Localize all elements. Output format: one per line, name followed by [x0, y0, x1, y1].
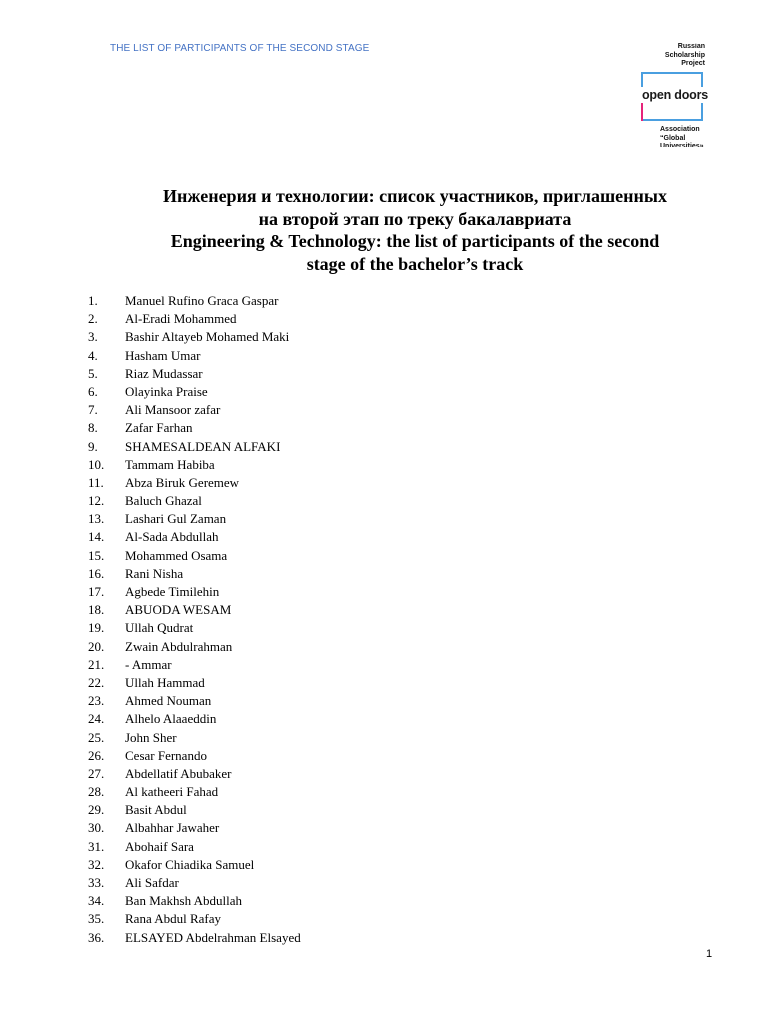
- list-item-number: 34.: [88, 893, 105, 909]
- participant-name: ABUODA WESAM: [125, 602, 232, 618]
- list-item-number: 22.: [88, 674, 105, 690]
- list-item: [88, 729, 301, 747]
- list-item-number: 25.: [88, 729, 105, 745]
- logo-top-line: Project: [681, 60, 705, 67]
- participant-name: Mohammed Osama: [125, 547, 228, 563]
- participant-name: Cesar Fernando: [125, 747, 207, 763]
- list-item: [88, 474, 301, 492]
- page-number: 1: [706, 948, 713, 960]
- list-item: [88, 656, 301, 674]
- list-item-number: 18.: [88, 602, 105, 618]
- participant-name: Alhelo Alaaeddin: [125, 711, 217, 727]
- list-item-number: 14.: [88, 529, 105, 545]
- participant-name: Riaz Mudassar: [125, 365, 203, 381]
- participant-name: Bashir Altayeb Mohamed Maki: [125, 329, 290, 345]
- participant-name: Abza Biruk Geremew: [125, 474, 240, 490]
- list-item-number: 28.: [88, 784, 105, 800]
- participant-list: [88, 292, 301, 947]
- list-item-number: 11.: [88, 474, 104, 490]
- list-item: [88, 292, 301, 310]
- list-item: [88, 674, 301, 692]
- participant-name: Ban Makhsh Abdullah: [125, 893, 242, 909]
- list-item: [88, 783, 301, 801]
- logo-top-line: Russian: [677, 43, 705, 50]
- participant-name: ELSAYED Abdelrahman Elsayed: [125, 929, 301, 945]
- list-item-number: 13.: [88, 511, 105, 527]
- title-en-line-1: Engineering & Technology: the list of participants of the second: [170, 231, 660, 251]
- list-item: [88, 510, 301, 528]
- logo-bottom-line: “Global: [660, 134, 686, 142]
- participant-name: Hasham Umar: [125, 347, 201, 363]
- list-item: [88, 801, 301, 819]
- list-item-number: 27.: [88, 765, 105, 781]
- list-item: [88, 874, 301, 892]
- list-item-number: 10.: [88, 456, 105, 472]
- list-item: [88, 619, 301, 637]
- list-item: [88, 583, 301, 601]
- participant-name: Olayinka Praise: [125, 383, 208, 399]
- list-item-number: 29.: [88, 802, 105, 818]
- participant-name: Ullah Hammad: [125, 674, 205, 690]
- list-item-number: 19.: [88, 620, 105, 636]
- logo-accent-bar: [641, 103, 643, 121]
- list-item-number: 33.: [88, 875, 105, 890]
- participant-name: Abohaif Sara: [125, 838, 194, 854]
- participant-name: Rani Nisha: [125, 565, 184, 581]
- title-ru-line-1: Инженерия и технологии: список участников, приглашенных: [163, 186, 667, 206]
- list-item-number: 2.: [88, 311, 98, 327]
- logo-frame-top: [641, 72, 703, 87]
- list-item-number: 30.: [88, 820, 105, 836]
- participant-name: John Sher: [125, 729, 177, 745]
- list-item: [88, 929, 301, 947]
- participant-name: Rana Abdul Rafay: [125, 911, 222, 927]
- list-item: [88, 365, 301, 383]
- participant-name: Ahmed Nouman: [125, 693, 212, 709]
- logo-top-text: [665, 43, 705, 69]
- logo-bottom-line: Association: [660, 126, 700, 133]
- list-item: [88, 328, 301, 346]
- list-item-number: 23.: [88, 693, 105, 709]
- list-item: [88, 547, 301, 565]
- participant-name: Zafar Farhan: [125, 420, 193, 436]
- list-item-number: 3.: [88, 329, 98, 345]
- participant-name: Basit Abdul: [125, 802, 187, 818]
- list-item: [88, 838, 301, 856]
- participant-name: Baluch Ghazal: [125, 493, 202, 509]
- list-item-number: 20.: [88, 638, 105, 654]
- open-doors-logo: [630, 43, 720, 147]
- list-item-number: 12.: [88, 493, 105, 509]
- list-item-number: 24.: [88, 711, 105, 727]
- list-item: [88, 438, 301, 456]
- participant-name: Albahhar Jawaher: [125, 820, 220, 836]
- participant-name: Al katheeri Fahad: [125, 784, 219, 800]
- participant-name: Ali Mansoor zafar: [125, 402, 221, 418]
- participant-name: Manuel Rufino Graca Gaspar: [125, 293, 279, 308]
- participant-name: Ali Safdar: [125, 875, 179, 890]
- list-item: [88, 892, 301, 910]
- list-item-number: 6.: [88, 383, 98, 399]
- list-item-number: 21.: [88, 656, 105, 672]
- list-item-number: 7.: [88, 402, 98, 418]
- participant-name: Zwain Abdulrahman: [125, 638, 233, 654]
- logo-bottom-line: Universities»: [660, 143, 704, 147]
- list-item: [88, 456, 301, 474]
- document-title: [0, 185, 768, 275]
- list-item: [88, 710, 301, 728]
- list-item: [88, 819, 301, 837]
- list-item-number: 8.: [88, 420, 98, 436]
- list-item: [88, 747, 301, 765]
- list-item-number: 36.: [88, 929, 105, 945]
- list-item-number: 31.: [88, 838, 105, 854]
- participant-name: - Ammar: [125, 656, 172, 672]
- title-en-line-2: stage of the bachelor’s track: [306, 253, 524, 274]
- participant-name: Abdellatif Abubaker: [125, 765, 232, 781]
- list-item: [88, 638, 301, 656]
- list-item: [88, 310, 301, 328]
- list-item: [88, 856, 301, 874]
- list-item-number: 4.: [88, 347, 98, 363]
- participant-name: Okafor Chiadika Samuel: [125, 856, 255, 872]
- logo-top-line: Scholarship: [664, 51, 705, 59]
- list-item-number: 35.: [88, 911, 105, 927]
- list-item: [88, 528, 301, 546]
- logo-wordmark: open doors: [633, 87, 717, 103]
- list-item: [88, 692, 301, 710]
- list-item: [88, 492, 301, 510]
- list-item: [88, 765, 301, 783]
- list-item: [88, 910, 301, 928]
- list-item-number: 16.: [88, 565, 105, 581]
- list-item-number: 26.: [88, 747, 105, 763]
- participant-name: Lashari Gul Zaman: [125, 511, 227, 527]
- list-item-number: 15.: [88, 547, 105, 563]
- participant-name: Ullah Qudrat: [125, 620, 194, 636]
- list-item: [88, 347, 301, 365]
- list-item-number: 9.: [88, 438, 98, 454]
- participant-name: SHAMESALDEAN ALFAKI: [125, 438, 281, 454]
- list-item-number: 17.: [88, 584, 105, 599]
- list-item: [88, 565, 301, 583]
- list-item-number: 5.: [88, 365, 98, 381]
- list-item: [88, 401, 301, 419]
- list-item-number: 1.: [88, 293, 98, 308]
- participant-name: Al-Eradi Mohammed: [125, 311, 237, 327]
- participant-name: Al-Sada Abdullah: [125, 529, 219, 545]
- logo-bottom-text: [660, 126, 704, 147]
- participant-name: Tammam Habiba: [125, 456, 215, 472]
- list-item-number: 32.: [88, 856, 105, 872]
- logo-frame-bottom: [641, 103, 703, 121]
- list-item: [88, 383, 301, 401]
- list-item: [88, 419, 301, 437]
- participant-name: Agbede Timilehin: [125, 584, 220, 599]
- title-ru-line-2: на второй этап по треку бакалавриата: [258, 208, 572, 229]
- page-header: THE LIST OF PARTICIPANTS OF THE SECOND STAGE: [110, 43, 370, 54]
- list-item: [88, 601, 301, 619]
